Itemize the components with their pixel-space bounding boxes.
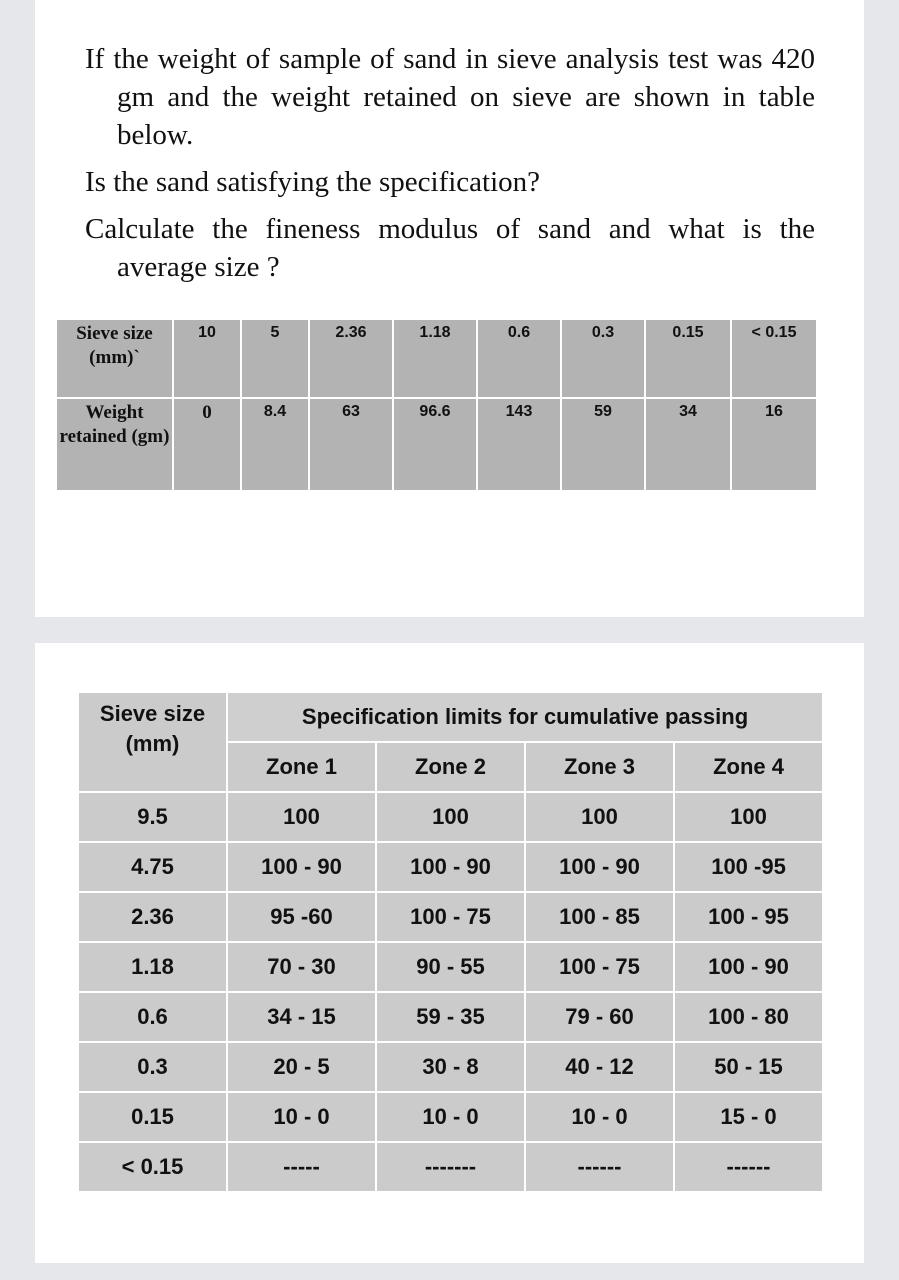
sieve-size-row	[56, 319, 817, 398]
spec-limits-title: Specification limits for cumulative passing	[227, 692, 823, 742]
zone-limit-cell: ------	[525, 1142, 674, 1192]
sieve-size-cell: 5	[241, 319, 309, 398]
sieve-size-cell: 1.18	[78, 942, 227, 992]
zone-limit-cell: 95 -60	[227, 892, 376, 942]
zone-limit-cell: 20 - 5	[227, 1042, 376, 1092]
zone-limit-cell: 10 - 0	[376, 1092, 525, 1142]
sieve-size-cell: 0.6	[78, 992, 227, 1042]
zone-limit-cell: -------	[376, 1142, 525, 1192]
zone-limit-cell: 100	[674, 792, 823, 842]
table-row	[78, 1092, 823, 1142]
spec-header-row	[78, 692, 823, 742]
page-2	[35, 643, 864, 1263]
zone-limit-cell: 100 - 95	[674, 892, 823, 942]
zone-limit-cell: 100 - 75	[525, 942, 674, 992]
zone-limit-cell: 100 - 80	[674, 992, 823, 1042]
weight-cell: 0	[173, 398, 241, 491]
sieve-size-cell: 0.3	[78, 1042, 227, 1092]
zone-limit-cell: 100 - 90	[376, 842, 525, 892]
zone-header: Zone 2	[376, 742, 525, 792]
sieve-size-cell: 0.15	[645, 319, 731, 398]
table-row	[78, 992, 823, 1042]
weight-cell: 143	[477, 398, 561, 491]
sieve-size-cell: 0.15	[78, 1092, 227, 1142]
zone-limit-cell: ------	[674, 1142, 823, 1192]
zone-limit-cell: 79 - 60	[525, 992, 674, 1042]
zone-limit-cell: 100 - 85	[525, 892, 674, 942]
question-paragraph-1: If the weight of sample of sand in sieve analysis test was 420 gm and the weight retained on sieve are shown in table below.	[85, 43, 815, 151]
weight-cell: 8.4	[241, 398, 309, 491]
sieve-size-cell: 2.36	[309, 319, 393, 398]
zone-limit-cell: 100 - 90	[674, 942, 823, 992]
sieve-size-cell: 0.6	[477, 319, 561, 398]
zone-limit-cell: 100	[376, 792, 525, 842]
weight-cell: 34	[645, 398, 731, 491]
weight-cell: 96.6	[393, 398, 477, 491]
sieve-weight-table	[55, 318, 818, 492]
sieve-size-header: Sieve size (mm)`	[56, 319, 173, 398]
table-row	[78, 1142, 823, 1192]
question-paragraph-3: Calculate the fineness modulus of sand and what is the average size ?	[85, 213, 815, 283]
page-1	[35, 0, 864, 617]
sieve-size-cell: 0.3	[561, 319, 645, 398]
sieve-size-cell: 4.75	[78, 842, 227, 892]
sieve-size-cell: 1.18	[393, 319, 477, 398]
specification-table	[77, 691, 824, 1193]
zone-header: Zone 1	[227, 742, 376, 792]
zone-limit-cell: -----	[227, 1142, 376, 1192]
zone-header: Zone 4	[674, 742, 823, 792]
sieve-size-cell: 10	[173, 319, 241, 398]
weight-cell: 59	[561, 398, 645, 491]
zone-limit-cell: 59 - 35	[376, 992, 525, 1042]
weight-cell: 16	[731, 398, 817, 491]
weight-retained-header: Weight retained (gm)	[56, 398, 173, 491]
sieve-size-column-header: Sieve size (mm)	[78, 692, 227, 792]
sieve-size-cell: 2.36	[78, 892, 227, 942]
sieve-size-cell: < 0.15	[78, 1142, 227, 1192]
zone-limit-cell: 15 - 0	[674, 1092, 823, 1142]
question-text	[85, 40, 815, 286]
zone-limit-cell: 90 - 55	[376, 942, 525, 992]
zone-limit-cell: 10 - 0	[227, 1092, 376, 1142]
zone-limit-cell: 100 -95	[674, 842, 823, 892]
zone-limit-cell: 50 - 15	[674, 1042, 823, 1092]
weight-retained-row	[56, 398, 817, 491]
sieve-size-cell: 9.5	[78, 792, 227, 842]
zone-limit-cell: 70 - 30	[227, 942, 376, 992]
zone-limit-cell: 100 - 90	[525, 842, 674, 892]
zone-limit-cell: 10 - 0	[525, 1092, 674, 1142]
table-row	[78, 1042, 823, 1092]
question-paragraph-2: Is the sand satisfying the specification?	[85, 166, 541, 198]
zone-limit-cell: 100 - 75	[376, 892, 525, 942]
zone-limit-cell: 34 - 15	[227, 992, 376, 1042]
table-row	[78, 842, 823, 892]
table-row	[78, 892, 823, 942]
sieve-size-cell: < 0.15	[731, 319, 817, 398]
weight-cell: 63	[309, 398, 393, 491]
zone-limit-cell: 30 - 8	[376, 1042, 525, 1092]
zone-limit-cell: 100	[227, 792, 376, 842]
zone-limit-cell: 100	[525, 792, 674, 842]
zone-limit-cell: 40 - 12	[525, 1042, 674, 1092]
zone-header: Zone 3	[525, 742, 674, 792]
table-row	[78, 942, 823, 992]
zone-limit-cell: 100 - 90	[227, 842, 376, 892]
table-row	[78, 792, 823, 842]
